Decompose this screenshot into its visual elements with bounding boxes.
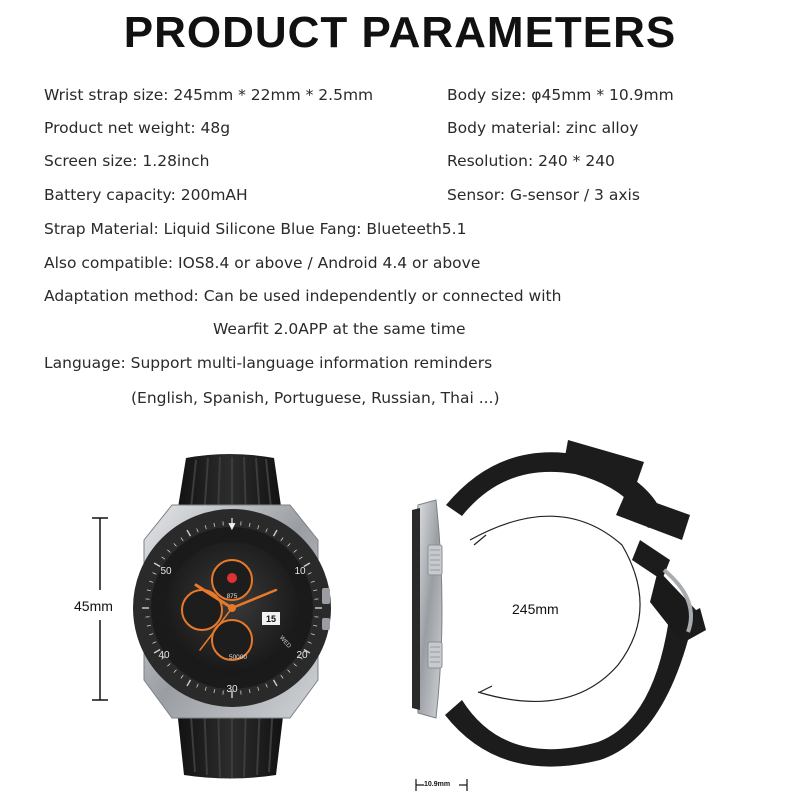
spec-compatible: Also compatible: IOS8.4 or above / Android 4.4 or above bbox=[44, 254, 481, 272]
spec-strap-size: Wrist strap size: 245mm * 22mm * 2.5mm bbox=[44, 86, 374, 104]
bezel-marker-triangle: ▼ bbox=[226, 519, 238, 533]
spec-net-weight: Product net weight: 48g bbox=[44, 119, 231, 137]
bezel-number: 50 bbox=[160, 566, 172, 577]
spec-adaptation: Adaptation method: Can be used independently or connected with bbox=[44, 287, 562, 305]
spec-language-list: (English, Spanish, Portuguese, Russian, Thai ...) bbox=[131, 389, 500, 407]
strap-length-label: 245mm bbox=[512, 601, 559, 617]
day-label: WED bbox=[277, 635, 292, 650]
bezel-number: 40 bbox=[158, 650, 170, 661]
spec-body-material: Body material: zinc alloy bbox=[447, 119, 639, 137]
spec-resolution: Resolution: 240 * 240 bbox=[447, 152, 615, 170]
thickness-dimension-label: 10.9mm bbox=[424, 781, 451, 788]
subdial-bottom-value: 50000 bbox=[228, 654, 248, 661]
watch-side-view bbox=[412, 440, 706, 767]
spec-body-size: Body size: φ45mm * 10.9mm bbox=[447, 86, 674, 104]
spec-sensor: Sensor: G-sensor / 3 axis bbox=[447, 186, 640, 204]
spec-battery: Battery capacity: 200mAH bbox=[44, 186, 248, 204]
page-title: PRODUCT PARAMETERS bbox=[123, 8, 677, 57]
spec-language: Language: Support multi-language information reminders bbox=[44, 354, 493, 372]
spec-adaptation-continued: Wearfit 2.0APP at the same time bbox=[213, 320, 466, 338]
height-dimension-label: 45mm bbox=[74, 598, 113, 614]
bezel-number: 20 bbox=[296, 650, 308, 661]
spec-strap-material: Strap Material: Liquid Silicone Blue Fang: Blueteeth5.1 bbox=[44, 220, 467, 238]
bezel-number: 30 bbox=[226, 684, 238, 695]
spec-screen-size: Screen size: 1.28inch bbox=[44, 152, 210, 170]
date-window: 15 bbox=[265, 614, 277, 624]
watch-face bbox=[166, 542, 298, 674]
subdial-top-value: 875 bbox=[226, 593, 238, 600]
bezel-number: 10 bbox=[294, 566, 306, 577]
